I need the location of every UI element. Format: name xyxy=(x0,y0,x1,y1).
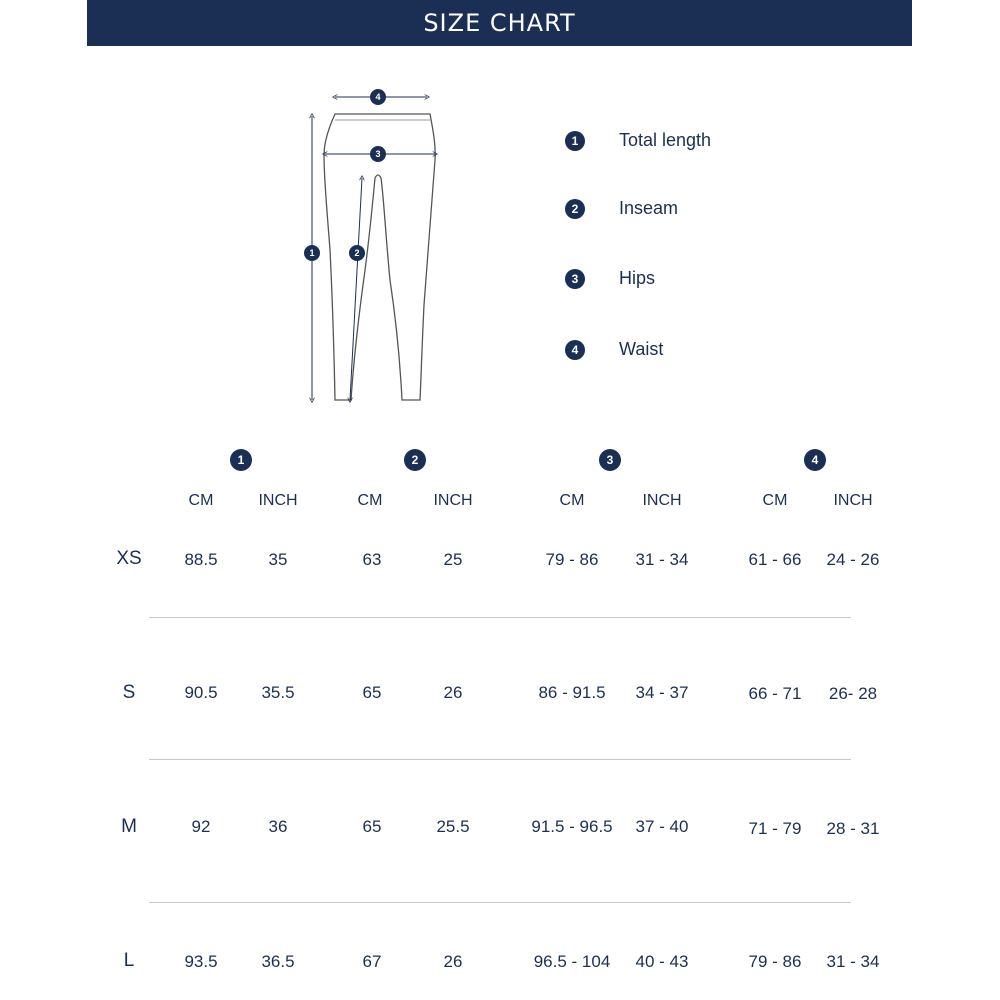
table-cell: 90.5 xyxy=(184,683,218,702)
legend-label-waist: Waist xyxy=(619,339,664,359)
table-cell: 31 - 34 xyxy=(826,952,880,971)
table-cell: 36 xyxy=(268,817,288,836)
table-cell: 88.5 xyxy=(184,550,218,569)
table-cell: 25 xyxy=(443,550,463,569)
size-label: L xyxy=(123,950,135,971)
column-header-unit: CM xyxy=(559,492,585,509)
table-cell: 79 - 86 xyxy=(545,550,599,569)
table-cell: 25.5 xyxy=(436,817,470,836)
table-cell: 35 xyxy=(268,550,288,569)
diagram-marker-2: 2 xyxy=(349,245,365,261)
column-header-unit: INCH xyxy=(833,492,873,509)
size-label: XS xyxy=(116,548,142,569)
table-cell: 37 - 40 xyxy=(635,817,689,836)
legend-label-hips: Hips xyxy=(619,268,656,288)
table-cell: 86 - 91.5 xyxy=(538,683,606,702)
table-cell: 28 - 31 xyxy=(826,819,880,838)
legend-marker-4: 4 xyxy=(565,340,585,360)
size-chart-header xyxy=(87,0,912,46)
table-cell: 71 - 79 xyxy=(748,819,802,838)
column-group-marker-4: 4 xyxy=(804,449,826,471)
table-cell: 96.5 - 104 xyxy=(533,952,611,971)
column-header-unit: CM xyxy=(188,492,214,509)
table-cell: 65 xyxy=(362,817,382,836)
table-cell: 35.5 xyxy=(261,683,295,702)
table-cell: 24 - 26 xyxy=(826,550,880,569)
legend-marker-3: 3 xyxy=(565,269,585,289)
table-cell: 34 - 37 xyxy=(635,683,689,702)
legend-label-total-length: Total length xyxy=(619,130,712,150)
table-cell: 92 xyxy=(191,817,211,836)
table-cell: 66 - 71 xyxy=(748,684,802,703)
table-cell: 67 xyxy=(362,952,382,971)
column-header-unit: CM xyxy=(357,492,383,509)
table-cell: 40 - 43 xyxy=(635,952,689,971)
table-cell: 36.5 xyxy=(261,952,295,971)
column-group-marker-1: 1 xyxy=(230,449,252,471)
table-cell: 26- 28 xyxy=(828,684,878,703)
table-cell: 26 xyxy=(443,683,463,702)
diagram-marker-4: 4 xyxy=(370,89,386,105)
leggings-diagram xyxy=(290,80,460,415)
diagram-marker-3: 3 xyxy=(370,146,386,162)
table-cell: 79 - 86 xyxy=(748,952,802,971)
table-cell: 63 xyxy=(362,550,382,569)
column-group-marker-2: 2 xyxy=(404,449,426,471)
table-cell: 31 - 34 xyxy=(635,550,689,569)
table-cell: 26 xyxy=(443,952,463,971)
legend-label-inseam: Inseam xyxy=(619,198,679,218)
column-group-marker-3: 3 xyxy=(599,449,621,471)
column-header-unit: CM xyxy=(762,492,788,509)
table-cell: 91.5 - 96.5 xyxy=(531,817,613,836)
row-divider xyxy=(149,759,851,760)
legend-marker-2: 2 xyxy=(565,199,585,219)
table-cell: 65 xyxy=(362,683,382,702)
table-cell: 61 - 66 xyxy=(748,550,802,569)
row-divider xyxy=(149,902,851,903)
table-cell: 93.5 xyxy=(184,952,218,971)
size-label: S xyxy=(122,682,136,703)
page-title: SIZE CHART xyxy=(423,9,576,37)
row-divider xyxy=(149,617,851,618)
diagram-marker-1: 1 xyxy=(304,245,320,261)
legend-marker-1: 1 xyxy=(565,131,585,151)
size-label: M xyxy=(121,816,137,837)
column-header-unit: INCH xyxy=(433,492,473,509)
column-header-unit: INCH xyxy=(258,492,298,509)
column-header-unit: INCH xyxy=(642,492,682,509)
